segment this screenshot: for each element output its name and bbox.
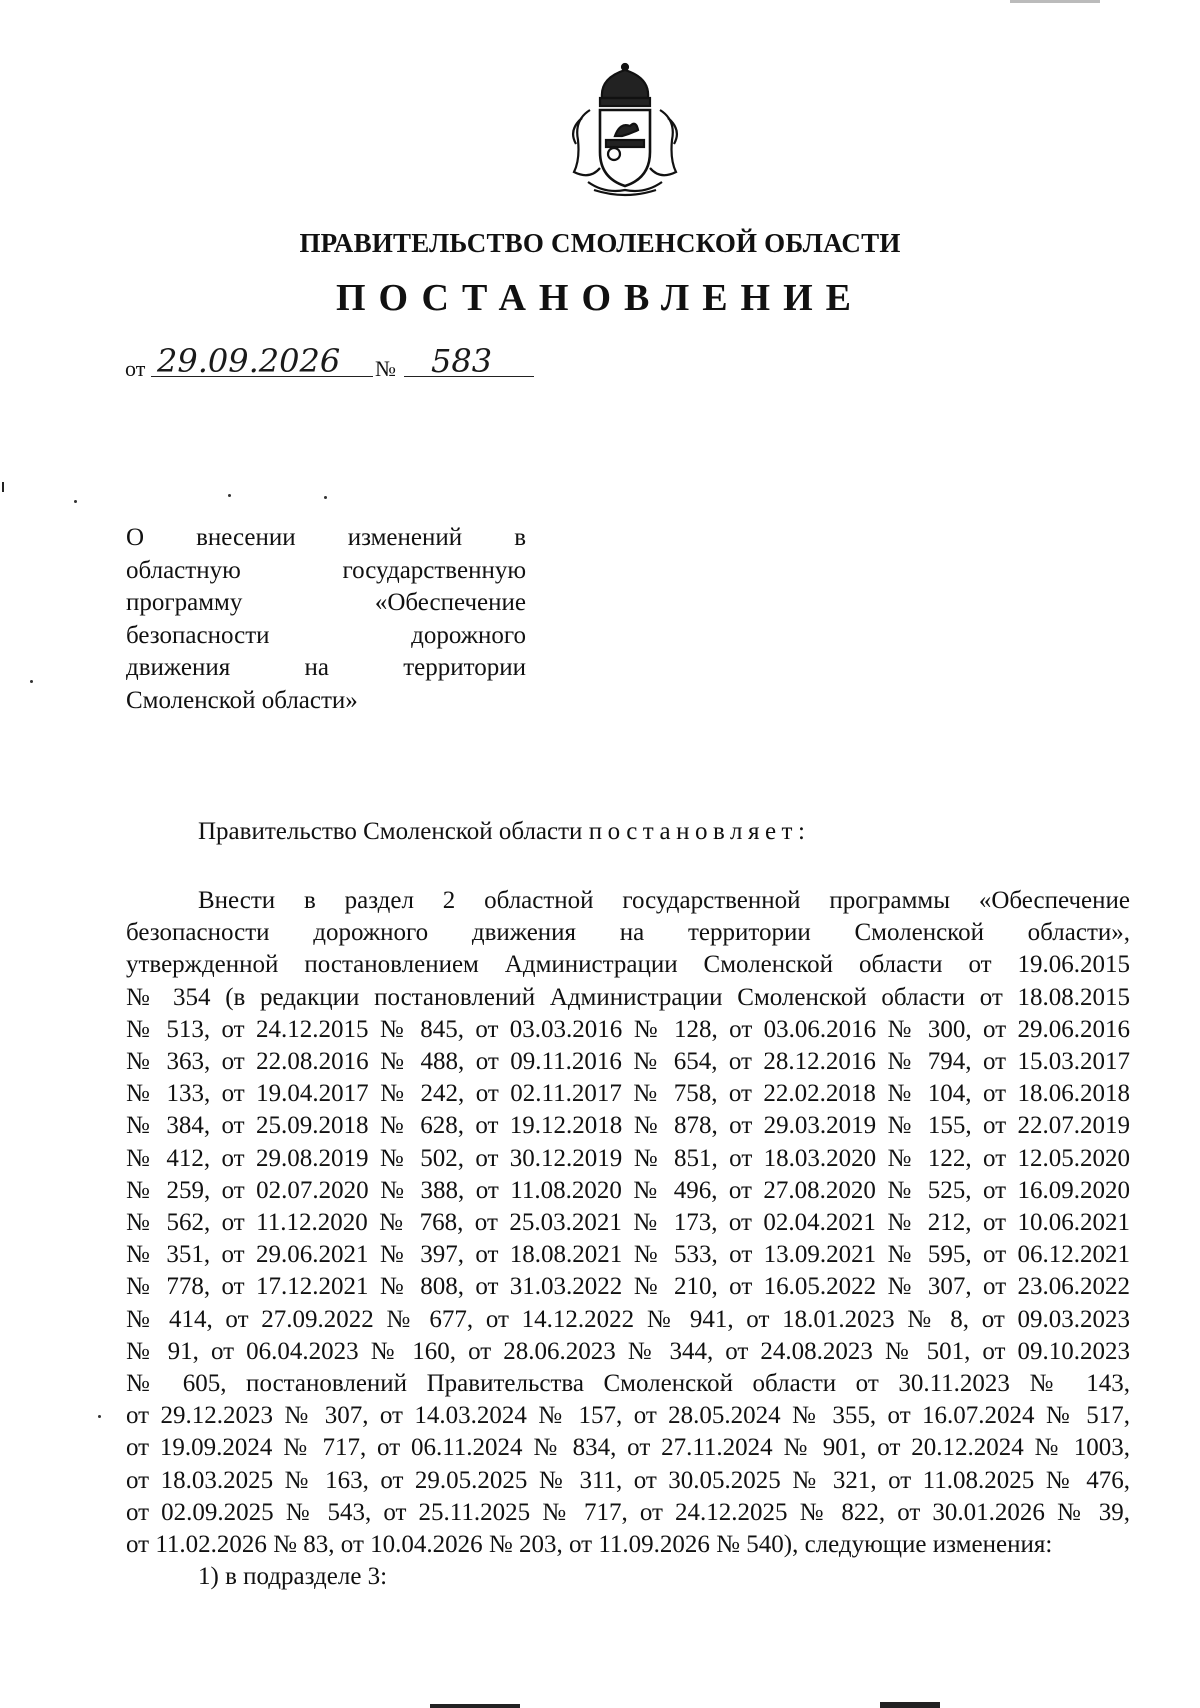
subject-line: О внесении изменений в xyxy=(126,524,526,551)
scan-edge-mark xyxy=(430,1704,520,1708)
subject-line: областную государственную xyxy=(126,556,526,584)
body-line: № 412, от 29.08.2019 № 502, от 30.12.2019 № 851, от 18.03.2020 № 122, от 12.05.2020 xyxy=(126,1144,1130,1172)
subject-line: безопасности дорожного xyxy=(126,621,526,649)
scan-speck xyxy=(30,680,33,683)
body-line: Внести в раздел 2 областной государственной программы «Обеспечение xyxy=(198,887,1130,914)
body-line: от 11.02.2026 № 83, от 10.04.2026 № 203, от 11.09.2026 № 540), следующие изменения: xyxy=(126,1531,1053,1559)
preamble-text: Правительство Смоленской области xyxy=(198,818,583,845)
body-line: утвержденной постановлением Администрации Смоленской области от 19.06.2015 xyxy=(126,951,1130,979)
body-line: № 605, постановлений Правительства Смоленской области от 30.11.2023 № 143, xyxy=(126,1370,1130,1398)
body-line: № 414, от 27.09.2022 № 677, от 14.12.2022 № 941, от 18.01.2023 № 8, от 09.03.2023 xyxy=(126,1305,1130,1333)
body-line: № 384, от 25.09.2018 № 628, от 19.12.2018 № 878, от 29.03.2019 № 155, от 22.07.2019 xyxy=(126,1112,1130,1140)
coat-of-arms-icon xyxy=(560,60,690,200)
preamble xyxy=(198,818,810,846)
scan-speck xyxy=(74,500,77,503)
number-sign: № xyxy=(375,356,396,381)
body-line: № 133, от 19.04.2017 № 242, от 02.11.2017 № 758, от 22.02.2018 № 104, от 18.06.2018 xyxy=(126,1080,1130,1108)
body-line: от 29.12.2023 № 307, от 14.03.2024 № 157, от 28.05.2024 № 355, от 16.07.2024 № 517, xyxy=(126,1402,1130,1430)
body-line: безопасности дорожного движения на территории Смоленской области», xyxy=(126,919,1130,947)
body-line: от 19.09.2024 № 717, от 06.11.2024 № 834, от 27.11.2024 № 901, от 20.12.2024 № 1003, xyxy=(126,1434,1130,1462)
scan-edge-mark xyxy=(1010,0,1100,3)
scan-speck xyxy=(228,494,231,497)
subject-line: движения на территории xyxy=(126,654,526,681)
body-line: № 354 (в редакции постановлений Администрации Смоленской области от 18.08.2015 xyxy=(126,983,1130,1011)
body-line: № 259, от 02.07.2020 № 388, от 11.08.2020 № 496, от 27.08.2020 № 525, от 16.09.2020 xyxy=(126,1176,1130,1204)
scan-speck xyxy=(324,496,327,499)
body-line: № 778, от 17.12.2021 № 808, от 31.03.2022 № 210, от 16.05.2022 № 307, от 23.06.2022 xyxy=(126,1273,1130,1301)
organization-title: ПРАВИТЕЛЬСТВО СМОЛЕНСКОЙ ОБЛАСТИ xyxy=(299,228,901,258)
scan-edge-mark xyxy=(880,1702,940,1708)
scan-speck xyxy=(98,1415,101,1418)
subject-line: программу «Обеспечение xyxy=(126,589,526,616)
body-line: от 02.09.2025 № 543, от 25.11.2025 № 717, от 24.12.2025 № 822, от 30.01.2026 № 39, xyxy=(126,1498,1130,1526)
handwritten-date: 29.09.2026 xyxy=(157,342,341,380)
list-item: 1) в подразделе 3: xyxy=(198,1563,388,1591)
preamble-verb: постановляет: xyxy=(588,818,811,845)
document-subject xyxy=(126,522,526,717)
body-line: от 18.03.2025 № 163, от 29.05.2025 № 311, от 30.05.2025 № 321, от 11.08.2025 № 476, xyxy=(126,1466,1130,1494)
body-line: № 513, от 24.12.2015 № 845, от 03.03.2016 № 128, от 03.06.2016 № 300, от 29.06.2016 xyxy=(126,1015,1130,1043)
date-prefix: от xyxy=(125,356,146,381)
scan-edge-mark xyxy=(2,482,4,492)
document-body xyxy=(126,885,1130,1593)
handwritten-number: 583 xyxy=(431,342,493,380)
body-line: № 351, от 29.06.2021 № 397, от 18.08.2021 № 533, от 13.09.2021 № 595, от 06.12.2021 xyxy=(126,1241,1130,1269)
body-line: № 562, от 11.12.2020 № 768, от 25.03.2021 № 173, от 02.04.2021 № 212, от 10.06.2021 xyxy=(126,1209,1130,1237)
subject-line: Смоленской области» xyxy=(126,686,358,714)
body-line: № 91, от 06.04.2023 № 160, от 28.06.2023 № 344, от 24.08.2023 № 501, от 09.10.2023 xyxy=(126,1337,1130,1365)
body-line: № 363, от 22.08.2016 № 488, от 09.11.2016 № 654, от 28.12.2016 № 794, от 15.03.2017 xyxy=(126,1048,1130,1076)
document-type-heading: ПОСТАНОВЛЕНИЕ xyxy=(335,277,865,319)
